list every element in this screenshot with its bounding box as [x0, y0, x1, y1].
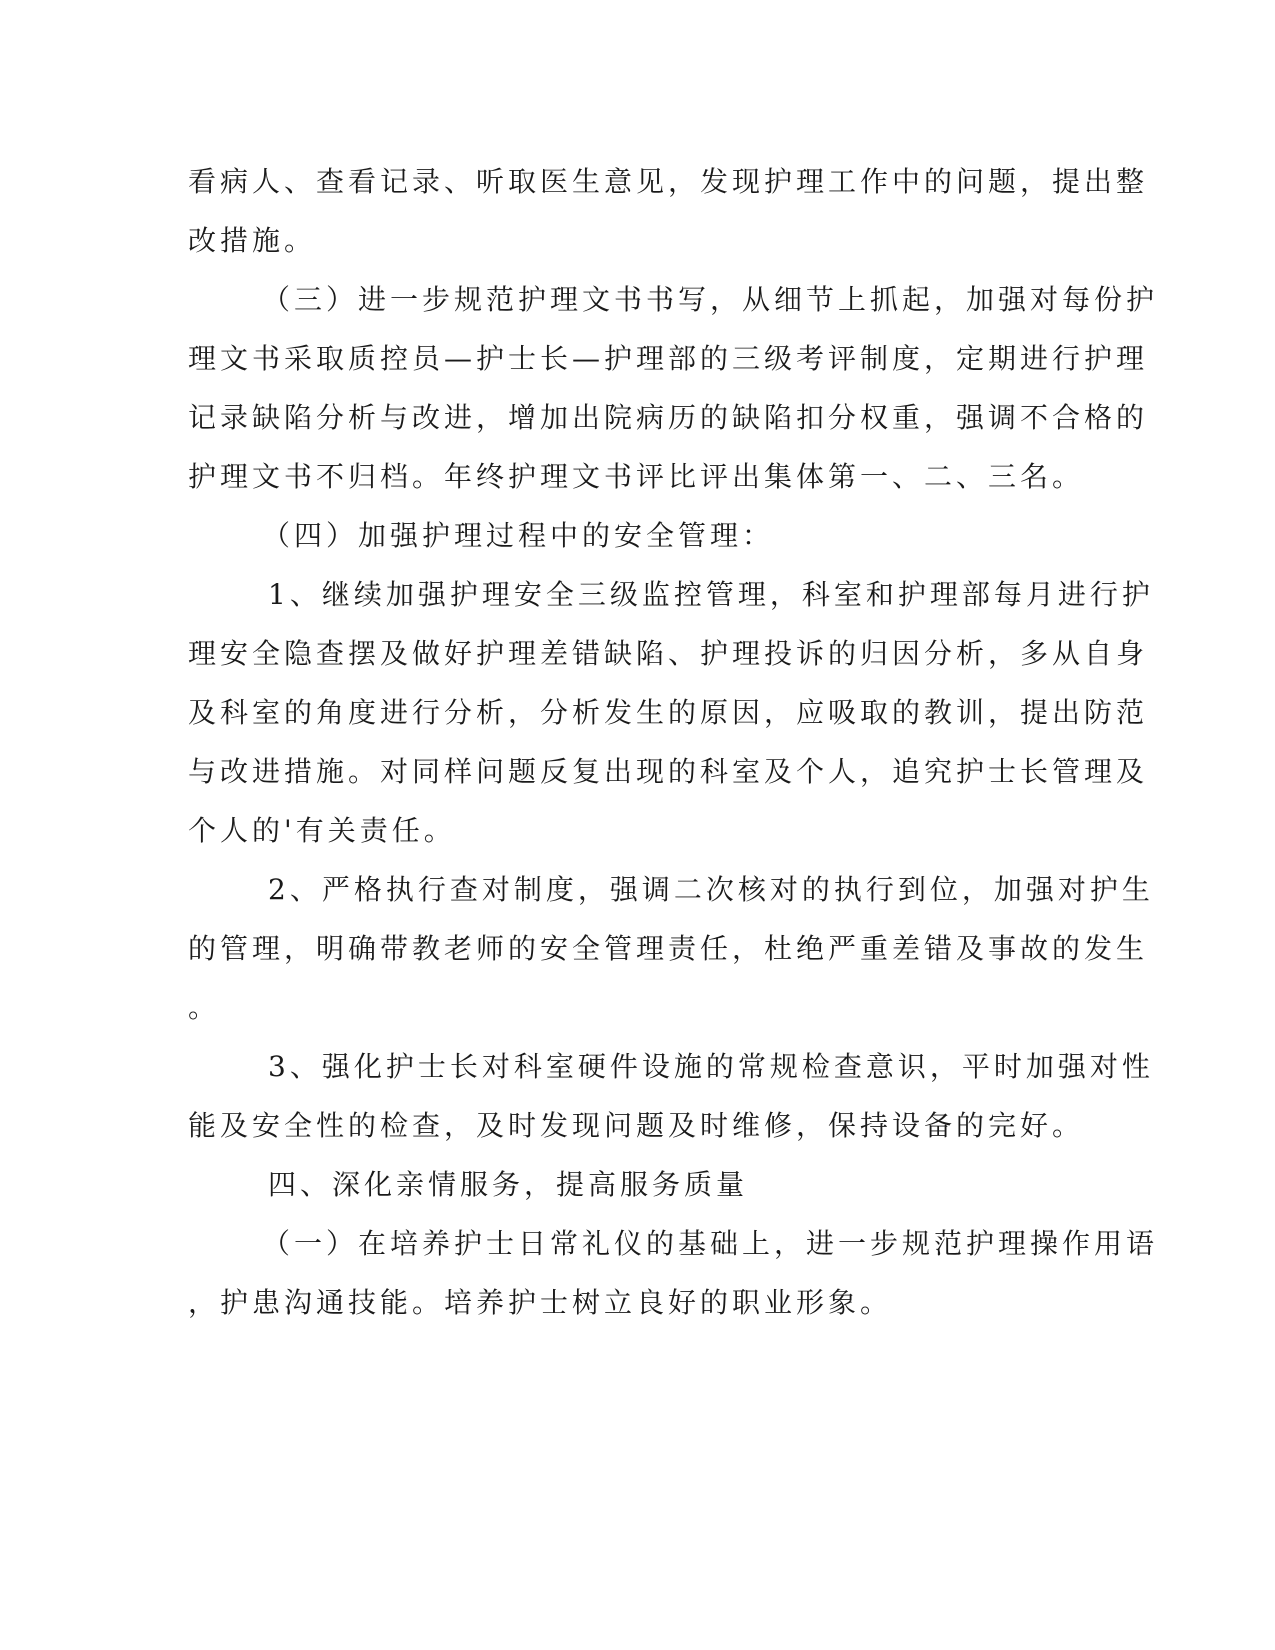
- text-line: 看病人、查看记录、听取医生意见，发现护理工作中的问题，提出整: [188, 165, 1149, 198]
- text-line: 3、强化护士长对科室硬件设施的常规检查意识，平时加强对性: [268, 1050, 1154, 1083]
- section-heading: 四、深化亲情服务，提高服务质量: [268, 1168, 749, 1201]
- text-line: 及科室的角度进行分析，分析发生的原因，应吸取的教训，提出防范: [188, 696, 1149, 729]
- text-line: 理安全隐查摆及做好护理差错缺陷、护理投诉的归因分析，多从自身: [188, 637, 1149, 670]
- section-heading: （四）加强护理过程中的安全管理：: [262, 519, 775, 552]
- text-line: ，护患沟通技能。培养护士树立良好的职业形象。: [188, 1286, 893, 1319]
- text-line: 改措施。: [188, 224, 317, 257]
- text-line: 能及安全性的检查，及时发现问题及时维修，保持设备的完好。: [188, 1109, 1085, 1142]
- text-line: 。: [188, 991, 221, 1024]
- text-line: 记录缺陷分析与改进，增加出院病历的缺陷扣分权重，强调不合格的: [188, 401, 1149, 434]
- text-line: （三）进一步规范护理文书书写，从细节上抓起，加强对每份护: [262, 283, 1159, 316]
- text-line: 的管理，明确带教老师的安全管理责任，杜绝严重差错及事故的发生: [188, 932, 1149, 965]
- text-line: 个人的'有关责任。: [188, 814, 456, 847]
- text-line: 与改进措施。对同样问题反复出现的科室及个人，追究护士长管理及: [188, 755, 1149, 788]
- text-line: 护理文书不归档。年终护理文书评比评出集体第一、二、三名。: [188, 460, 1085, 493]
- text-line: （一）在培养护士日常礼仪的基础上，进一步规范护理操作用语: [262, 1227, 1159, 1260]
- text-line: 2、严格执行查对制度，强调二次核对的执行到位，加强对护生: [268, 873, 1154, 906]
- text-line: 理文书采取质控员—护士长—护理部的三级考评制度，定期进行护理: [188, 342, 1149, 375]
- text-line: 1、继续加强护理安全三级监控管理，科室和护理部每月进行护: [268, 578, 1154, 611]
